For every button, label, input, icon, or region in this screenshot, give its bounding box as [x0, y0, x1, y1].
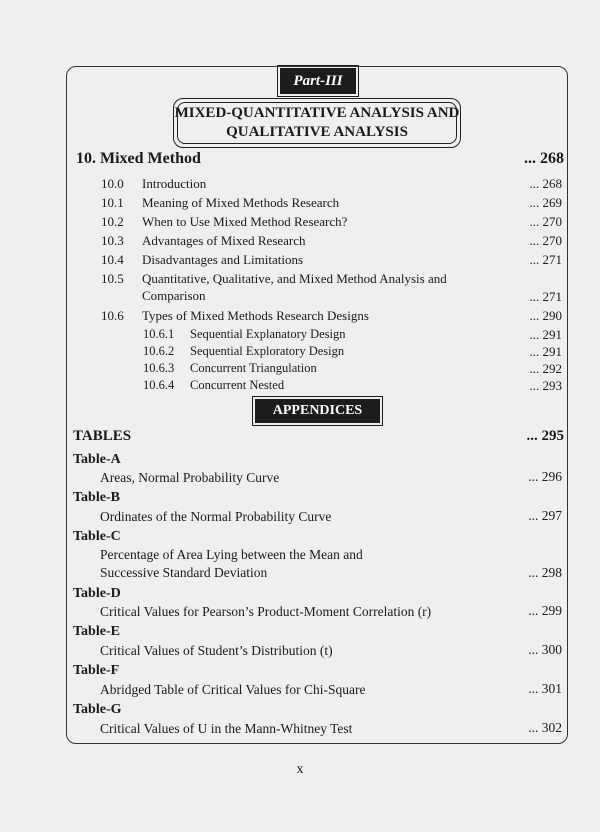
table-page: ... 302 — [528, 720, 562, 735]
section-title: Types of Mixed Methods Research Designs — [142, 308, 369, 323]
section-page: ... 271 — [529, 289, 562, 304]
table-page: ... 299 — [528, 603, 562, 618]
table-description: Critical Values for Pearson’s Product-Moment Correlation (r) — [100, 604, 432, 619]
chapter-page: ... 268 — [524, 150, 564, 167]
subsection-title: Concurrent Triangulation — [190, 361, 317, 375]
section-title: Advantages of Mixed Research — [142, 233, 306, 248]
section-title: Quantitative, Qualitative, and Mixed Method Analysis and — [142, 271, 447, 286]
table-page: ... 300 — [528, 642, 562, 657]
table-description: Areas, Normal Probability Curve — [100, 470, 280, 485]
section-title: Disadvantages and Limitations — [142, 252, 304, 267]
section-number: 10.5 — [101, 271, 124, 286]
section-number: 10.0 — [101, 176, 124, 191]
section-title-line1: MIXED-QUANTITATIVE ANALYSIS AND — [174, 105, 460, 121]
table-page: ... 297 — [528, 508, 562, 523]
table-page: ... 298 — [528, 565, 562, 580]
tables-heading: TABLES — [73, 428, 132, 444]
chapter-title: 10. Mixed Method — [76, 150, 201, 167]
section-title: Meaning of Mixed Methods Research — [142, 195, 340, 210]
section-number: 10.3 — [101, 233, 124, 248]
part-label: Part-III — [280, 68, 356, 94]
section-number: 10.6 — [101, 308, 124, 323]
subsection-number: 10.6.1 — [143, 327, 175, 341]
table-description-continued: Successive Standard Deviation — [100, 565, 268, 580]
subsection-title: Sequential Explanatory Design — [190, 327, 346, 341]
section-page: ... 271 — [529, 252, 562, 267]
table-description: Critical Values of U in the Mann-Whitney Test — [100, 721, 353, 736]
section-page: ... 270 — [529, 233, 562, 248]
section-number: 10.2 — [101, 214, 124, 229]
section-title: When to Use Mixed Method Research? — [142, 214, 348, 229]
section-page: ... 268 — [529, 176, 562, 191]
appendices-label: APPENDICES — [255, 399, 380, 423]
tables-heading-page: ... 295 — [526, 428, 564, 444]
subsection-number: 10.6.4 — [143, 378, 175, 392]
table-label: Table-G — [73, 702, 122, 717]
section-number: 10.1 — [101, 195, 124, 210]
section-title: Introduction — [142, 176, 207, 191]
subsection-page: ... 293 — [529, 378, 562, 393]
table-label: Table-E — [73, 624, 120, 639]
table-label: Table-D — [73, 586, 121, 601]
subsection-page: ... 291 — [529, 344, 562, 359]
subsection-number: 10.6.3 — [143, 361, 175, 375]
table-label: Table-F — [73, 663, 120, 678]
section-page: ... 269 — [529, 195, 562, 210]
table-page: ... 296 — [528, 469, 562, 484]
subsection-title: Concurrent Nested — [190, 378, 285, 392]
table-page: ... 301 — [528, 681, 562, 696]
table-label: Table-C — [73, 529, 121, 544]
section-title-line2: QUALITATIVE ANALYSIS — [226, 124, 408, 140]
section-number: 10.4 — [101, 252, 124, 267]
subsection-number: 10.6.2 — [143, 344, 175, 358]
subsection-page: ... 292 — [529, 361, 562, 376]
page-number: x — [296, 762, 304, 777]
table-description: Ordinates of the Normal Probability Curve — [100, 509, 332, 524]
table-label: Table-B — [73, 490, 120, 505]
subsection-title: Sequential Exploratory Design — [190, 344, 345, 358]
section-page: ... 290 — [529, 308, 562, 323]
subsection-page: ... 291 — [529, 327, 562, 342]
table-label: Table-A — [73, 452, 121, 467]
table-description: Percentage of Area Lying between the Mean and — [100, 547, 363, 562]
table-description: Abridged Table of Critical Values for Chi-Square — [100, 682, 366, 697]
section-title-box — [173, 98, 461, 148]
section-page: ... 270 — [529, 214, 562, 229]
table-description: Critical Values of Student’s Distribution (t) — [100, 643, 333, 658]
section-title-continued: Comparison — [142, 288, 206, 303]
